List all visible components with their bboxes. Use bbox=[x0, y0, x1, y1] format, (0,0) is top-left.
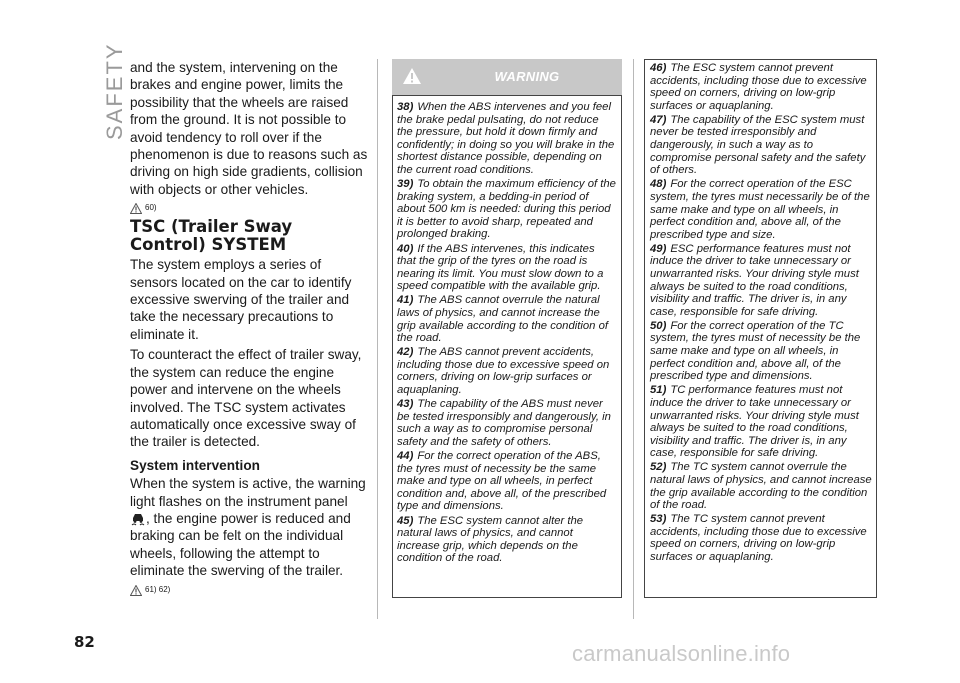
note-text: The ABS cannot overrule the natural laws of physics, and cannot increase the grip available according to the condition of the road. bbox=[397, 294, 609, 345]
paragraph-counteract: To counteract the effect of trailer sway, the system can reduce the engine power and intervene on the wheels involved. The TSC system activates automatically once excessive sway of the trailer is detected. bbox=[130, 347, 362, 450]
section-heading: TSC (Trailer Sway Control) SYSTEM bbox=[130, 217, 293, 255]
note-number: 40) bbox=[397, 242, 414, 255]
warning-note bbox=[397, 515, 616, 565]
note-text: If the ABS intervenes, this indicates that the grip of the tyres on the road is nearing its limit. You must slow down to a speed compatible with the available grip. bbox=[397, 242, 604, 293]
note-text: The ABS cannot prevent accidents, including those due to excessive speed on corners, driving on low-grip surfaces or aquaplaning. bbox=[397, 346, 610, 397]
note-number: 45) bbox=[397, 514, 414, 527]
note-number: 50) bbox=[650, 319, 667, 332]
reference-label: 61) 62) bbox=[145, 584, 171, 594]
note-number: 38) bbox=[397, 101, 414, 113]
note-number: 46) bbox=[650, 62, 667, 74]
page-number: 82 bbox=[74, 633, 95, 651]
warning-header bbox=[392, 59, 622, 95]
warning-notes-left bbox=[393, 96, 621, 565]
note-number: 39) bbox=[397, 178, 414, 191]
note-text: When the ABS intervenes and you feel the brake pedal pulsating, do not reduce the pressure, but hold it down firmly and confidently; in doing so you will brake in the shortest distance possible, depending on the current road conditions. bbox=[397, 101, 615, 176]
note-number: 43) bbox=[397, 398, 414, 411]
warning-box-right bbox=[644, 59, 877, 598]
paragraph-intervention bbox=[130, 475, 370, 579]
warning-box-left bbox=[392, 95, 622, 598]
note-number: 42) bbox=[397, 346, 414, 359]
note-number: 53) bbox=[650, 513, 667, 526]
note-text: For the correct operation of the TC system, the tyres must of necessity be the same make and type on all wheels, in perfect condition and, above all, of the prescribed type and dimensions. bbox=[650, 319, 861, 383]
note-text: The ESC system cannot alter the natural laws of physics, and cannot increase grip, which depends on the condition of the road. bbox=[397, 514, 584, 565]
warning-note bbox=[650, 384, 872, 460]
warning-note bbox=[650, 243, 872, 319]
warning-reference-61-62 bbox=[130, 584, 370, 596]
note-number: 47) bbox=[650, 113, 667, 126]
note-text: TC performance features must not induce the driver to take unnecessary or unwarranted risks. Your driving style must always be suited to the road conditions, visibility and traffic. The driver is, in any case, responsible for safe driving. bbox=[650, 384, 859, 460]
note-text: The TC system cannot overrule the natural laws of physics, and cannot increase the grip available according to the condition of the road. bbox=[650, 461, 872, 512]
warning-note bbox=[650, 62, 872, 112]
warning-note bbox=[650, 178, 872, 241]
note-number: 48) bbox=[650, 178, 667, 191]
note-text: The ESC system cannot prevent accidents, including those due to excessive speed on corners, driving on low-grip surfaces or aquaplaning. bbox=[650, 62, 867, 112]
note-number: 44) bbox=[397, 450, 414, 463]
section-label: SAFETY bbox=[102, 42, 127, 140]
note-number: 41) bbox=[397, 294, 414, 307]
reference-label: 60) bbox=[145, 203, 157, 213]
warning-note bbox=[397, 398, 616, 448]
section-tab bbox=[80, 42, 127, 140]
note-text: For the correct operation of the ABS, the tyres must of necessity be the same make and type on all wheels, in perfect condition and, above all, of the prescribed type and dimensions. bbox=[397, 450, 607, 513]
warning-note bbox=[650, 461, 872, 511]
warning-reference-60 bbox=[130, 202, 370, 214]
warning-note bbox=[650, 513, 872, 563]
warning-note bbox=[397, 178, 616, 241]
note-text: ESC performance features must not induce the driver to take unnecessary or unwarranted risks. Your driving style must always be suited to the road conditions, visibility and traffic. The driver is, in any case, responsible for safe driving. bbox=[650, 242, 859, 318]
intro-paragraph: and the system, intervening on the brakes and engine power, limits the possibility that the wheels are raised from the ground. It is not possible to avoid tendency to roll over if the phenomenon is due to reasons such as driving on high side gradients, collision with objects or other vehicles. bbox=[130, 60, 368, 197]
warning-triangle-icon bbox=[130, 585, 142, 596]
warning-note bbox=[397, 346, 616, 396]
note-text: The capability of the ABS must never be tested irresponsibly and dangerously, in such a way as to compromise personal safety and the safety of others. bbox=[397, 398, 611, 448]
warning-note bbox=[397, 243, 616, 293]
warning-triangle-icon bbox=[130, 203, 142, 214]
car-skid-warning-light-icon bbox=[130, 510, 146, 526]
column-divider bbox=[633, 59, 634, 619]
warning-notes-right bbox=[645, 60, 876, 564]
note-number: 49) bbox=[650, 242, 667, 255]
intervention-text-b: , the engine power is reduced and braking can be felt on the individual wheels, following the attempt to eliminate the swerving of the trailer. bbox=[130, 510, 351, 579]
note-number: 52) bbox=[650, 461, 667, 474]
column-divider bbox=[377, 59, 378, 619]
warning-note bbox=[397, 294, 616, 344]
column-main-text bbox=[130, 59, 370, 600]
note-text: For the correct operation of the ESC system, the tyres must necessarily be of the same make and type on all wheels, in perfect condition and, above all, of the prescribed type and size. bbox=[650, 178, 870, 241]
warning-note bbox=[650, 320, 872, 383]
note-text: The capability of the ESC system must never be tested irresponsibly and dangerously, in such a way as to compromise personal safety and the safety of others. bbox=[650, 113, 866, 177]
note-text: The TC system cannot prevent accidents, including those due to excessive speed on corners, driving on low-grip surfaces or aquaplaning. bbox=[650, 513, 867, 564]
warning-note bbox=[650, 114, 872, 177]
warning-note bbox=[397, 101, 616, 177]
paragraph-sensors: The system employs a series of sensors located on the car to identify excessive swerving of the trailer and take the necessary precautions to eliminate it. bbox=[130, 257, 352, 342]
warning-triangle-icon bbox=[402, 67, 422, 85]
subheading: System intervention bbox=[130, 457, 260, 473]
watermark: carmanualsonline.info bbox=[572, 641, 791, 666]
intervention-text-a: When the system is active, the warning light flashes on the instrument panel bbox=[130, 476, 366, 509]
warning-note bbox=[397, 450, 616, 513]
note-number: 51) bbox=[650, 384, 667, 397]
note-text: To obtain the maximum efficiency of the braking system, a bedding-in period of about 500 km is needed: during this period it is better to avoid sharp, repeated and prolonged braking. bbox=[397, 178, 616, 241]
warning-title: WARNING bbox=[494, 69, 560, 84]
